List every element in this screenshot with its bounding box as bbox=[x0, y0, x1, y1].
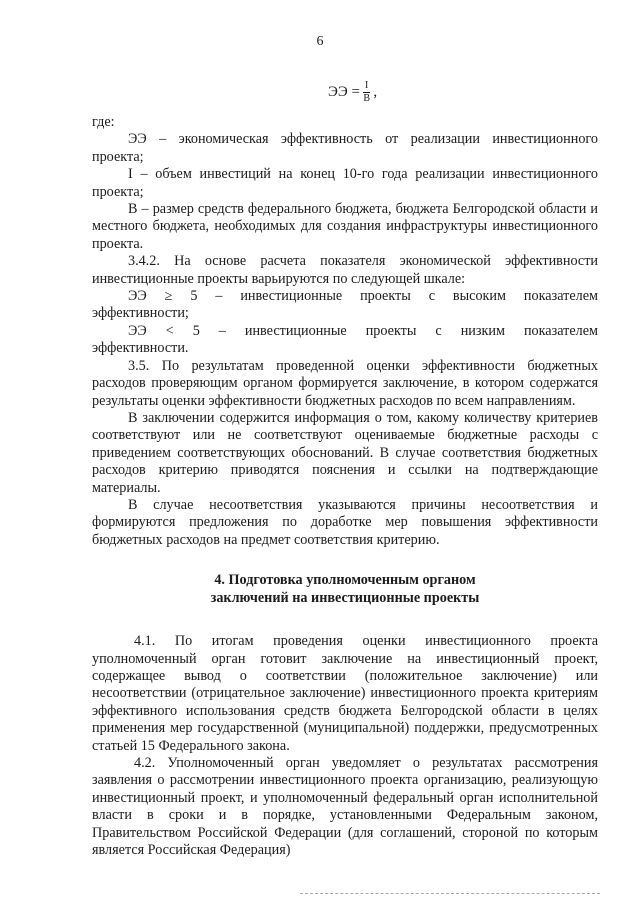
paragraph-mismatch: В случае несоответствия указываются причины несоответствия и формируются предложения по доработке мер повышения эффективности бюджетных расходов на предмет соответствия критерию. bbox=[92, 496, 598, 548]
scale-cell: инвестиционные bbox=[244, 322, 347, 339]
paragraph-conclusion-content: В заключении содержится информация о том, какому количеству критериев соответствуют или не соответствуют оцениваемые бюджетные расходы с приведением соответствующих обоснований. В случае соответствия бюджетных расходов критерию приводятся пояснения и ссылки на подтверждающие материалы. bbox=[92, 409, 598, 496]
paragraph-3-5: 3.5. По результатам проведенной оценки эффективности бюджетных расходов проверяющим органом формируется заключение, в котором содержатся результаты оценки эффективности бюджетных расходов по всем направлениям. bbox=[92, 357, 598, 409]
scale-cell: – bbox=[215, 288, 223, 305]
scale-cell: 5 bbox=[190, 288, 198, 305]
formula-denominator: В bbox=[363, 93, 371, 104]
where-label: где: bbox=[92, 114, 115, 130]
scale-cell: низким bbox=[460, 322, 505, 339]
scale-high bbox=[92, 288, 598, 323]
scale-tail-low: эффективности. bbox=[92, 340, 189, 357]
definition-ee: ЭЭ – экономическая эффективность от реализации инвестиционного проекта; bbox=[92, 131, 598, 165]
paragraph-4-1: 4.1. По итогам проведения оценки инвестиционного проекта уполномоченный орган готовит заключение на инвестиционный проект, содержащее вывод о соответствии (положительное заключение) или несоответствии (отрицательное заключение) инвестиционного проекта критериям эффективного использования средств бюджета Белгородской области в целях применения мер государственной (муниципальной) поддержки, предусмотренных статьей 15 Федерального закона. bbox=[92, 633, 598, 754]
scale-cell: с bbox=[428, 288, 436, 305]
scale-cell: – bbox=[218, 322, 226, 339]
section-heading bbox=[92, 571, 598, 607]
scale-cell: проекты bbox=[365, 322, 417, 339]
definition-v: В – размер средств федерального бюджета, бюджета Белгородской области и местного бюджета, необходимых для создания инфраструктуры инвестиционного проекта. bbox=[92, 201, 598, 252]
scale-cell: ≥ bbox=[164, 288, 173, 305]
scale-cell: проекты bbox=[360, 288, 411, 305]
definition-i: I – объем инвестиций на конец 10-го года реализации инвестиционного проекта; bbox=[92, 166, 598, 200]
scale-row-low bbox=[92, 323, 598, 340]
formula-lhs: ЭЭ = bbox=[328, 84, 361, 100]
scale-cell: инвестиционные bbox=[240, 288, 343, 305]
scale-cell: показателем bbox=[523, 322, 598, 339]
scale-cell: ЭЭ bbox=[128, 322, 147, 339]
scale-cell: высоким bbox=[452, 288, 507, 305]
scale-cell: < bbox=[165, 322, 174, 339]
scale-low bbox=[92, 323, 598, 358]
page-number: 6 bbox=[316, 34, 324, 49]
section-heading-line-1: 4. Подготовка уполномоченным органом bbox=[214, 572, 476, 589]
section-heading-line-2: заключений на инвестиционные проекты bbox=[210, 590, 480, 607]
document-body bbox=[92, 114, 598, 859]
footer-divider bbox=[300, 893, 600, 898]
scale-cell: 5 bbox=[192, 322, 200, 339]
formula-tail: , bbox=[373, 84, 378, 100]
scale-cell: с bbox=[435, 322, 442, 339]
formula-fraction bbox=[363, 80, 370, 105]
scale-cell: ЭЭ bbox=[128, 288, 147, 305]
paragraph-4-2: 4.2. Уполномоченный орган уведомляет о результатах рассмотрения заявления о рассмотрении инвестиционного проекта организацию, реализующую инвестиционный проект, и уполномоченный федеральный орган исполнительной власти в сроки и в порядке, установленными Федеральным законом, Правительством Российской Федерации (для соглашений, стороной по которым является Российская Федерация) bbox=[92, 755, 598, 859]
paragraph-3-4-2: 3.4.2. На основе расчета показателя экономической эффективности инвестиционные проекты варьируются по следующей шкале: bbox=[92, 253, 598, 287]
scale-tail-high: эффективности; bbox=[92, 305, 189, 322]
efficiency-formula bbox=[328, 80, 377, 105]
scale-row-high bbox=[92, 288, 598, 305]
formula-numerator: I bbox=[365, 80, 369, 91]
scale-cell: показателем bbox=[523, 288, 598, 305]
